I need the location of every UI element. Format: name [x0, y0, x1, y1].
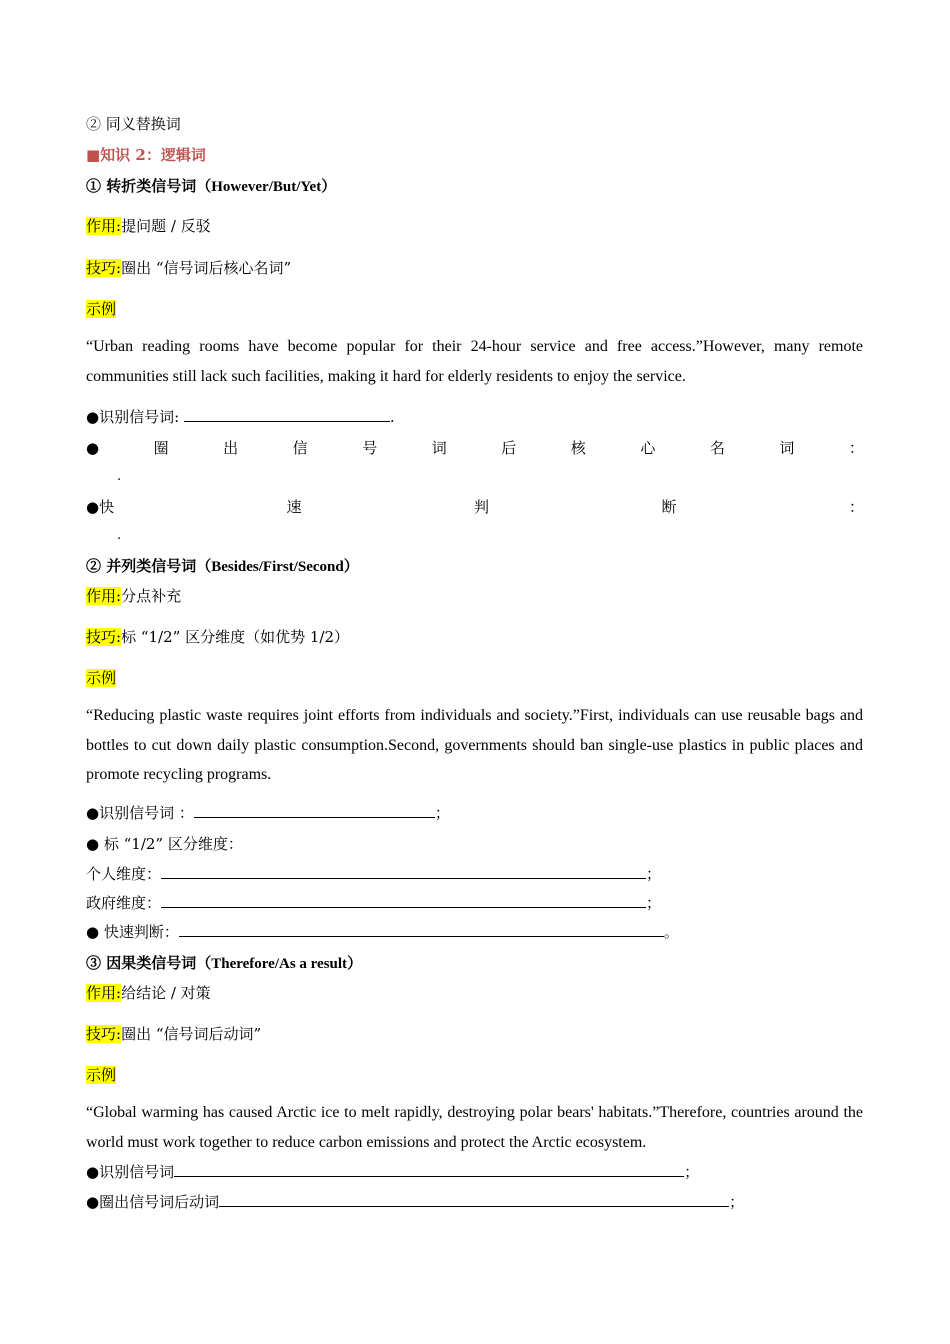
sec3-q1-end: ； — [684, 1163, 700, 1181]
sec1-q1-label: ●识别信号词: — [86, 408, 184, 426]
q2-char: 词 — [779, 439, 795, 457]
sec1-q1-end: . — [389, 408, 395, 426]
q2-char: 心 — [640, 439, 656, 457]
answer-blank[interactable] — [179, 922, 664, 937]
q3-char: 断 — [661, 498, 677, 516]
sec2-title — [86, 556, 359, 577]
q2-char: 出 — [223, 439, 239, 457]
sec2-q1 — [86, 803, 450, 823]
sec1-title-en: However/But/Yet — [211, 179, 322, 195]
q2-char: 圈 — [153, 439, 169, 457]
sec3-q1-label: ●识别信号词 — [86, 1163, 175, 1181]
sec3-example-label — [86, 1065, 116, 1085]
sec3-q2-label: ●圈出信号词后动词 — [86, 1193, 220, 1211]
sec2-example-label — [86, 668, 116, 688]
sec2-q5-end: 。 — [663, 923, 679, 941]
sec2-example-label-text: 示例 — [86, 669, 117, 687]
answer-blank[interactable] — [161, 893, 646, 908]
sec3-role-label: 作用: — [86, 984, 122, 1002]
sec3-q2 — [86, 1192, 744, 1212]
sec2-q4-label: 政府维度： — [86, 894, 162, 912]
q2-char: 名 — [709, 439, 725, 457]
sec3-title-cn: ③ 因果类信号词（ — [86, 954, 212, 972]
sec1-q3-end: . — [117, 528, 122, 543]
sec3-skill-label: 技巧: — [86, 1025, 122, 1043]
sec3-title — [86, 953, 362, 974]
sec2-role-text: 分点补充 — [121, 587, 182, 605]
sec1-role — [86, 216, 211, 236]
sec1-q2-end: . — [117, 469, 122, 484]
sec1-role-label: 作用: — [86, 217, 122, 235]
sec2-title-cn: ② 并列类信号词（ — [86, 557, 212, 575]
q3-char: 速 — [286, 498, 302, 516]
top-item: ② 同义替换词 — [86, 115, 181, 133]
sec3-role — [86, 983, 211, 1003]
answer-blank[interactable] — [174, 1162, 684, 1177]
sec1-skill-label: 技巧: — [86, 259, 122, 277]
sec2-q1-label: ●识别信号词 ： — [86, 804, 194, 822]
sec2-role-label: 作用: — [86, 587, 122, 605]
sec2-role — [86, 586, 181, 606]
sec3-skill-text: 圈出 “信号词后动词” — [121, 1025, 262, 1043]
sec1-title-close: ） — [321, 177, 337, 195]
sec2-q3-label: 个人维度： — [86, 865, 162, 883]
answer-blank[interactable] — [161, 864, 646, 879]
sec1-title — [86, 176, 336, 197]
q2-char: 后 — [501, 439, 517, 457]
sec3-title-close: ） — [347, 954, 363, 972]
sec2-q3-end: ； — [646, 865, 662, 883]
sec2-skill-text: 标 “1/2” 区分维度（如优势 1/2） — [121, 628, 349, 646]
q3-char: ： — [848, 498, 864, 516]
sec3-title-en: Therefore/As a result — [211, 956, 348, 972]
sec3-q2-end: ； — [729, 1193, 745, 1211]
q2-char: ● — [86, 439, 100, 457]
q3-char: 判 — [474, 498, 490, 516]
sec2-skill-label: 技巧: — [86, 628, 122, 646]
sec1-example: “Urban reading rooms have become popular for their 24-hour service and free access.”However, many remote communities still lack such facilities, making it hard for elderly residents to enjoy the service. — [86, 338, 863, 385]
answer-blank[interactable] — [219, 1192, 729, 1207]
sec1-example-label-text: 示例 — [86, 300, 117, 318]
sec2-title-close: ） — [343, 557, 359, 575]
sec1-role-text: 提问题 / 反驳 — [121, 217, 211, 235]
sec2-example: “Reducing plastic waste requires joint efforts from individuals and society.”First, individuals can use reusable bags and bottles to cut down daily plastic consumption.Second, governments should ban single-use plastics in public places and promote recycling programs. — [86, 707, 863, 783]
sec2-q5-label: ● 快速判断： — [86, 923, 179, 941]
sec3-q1 — [86, 1162, 699, 1182]
answer-blank[interactable] — [194, 803, 435, 818]
q2-char: 词 — [431, 439, 447, 457]
sec2-q5 — [86, 922, 679, 942]
q2-char: 号 — [362, 439, 378, 457]
sec1-q3 — [86, 497, 864, 517]
sec3-example-label-text: 示例 — [86, 1066, 117, 1084]
sec1-example-label — [86, 299, 116, 319]
q2-char: 信 — [292, 439, 308, 457]
sec3-skill — [86, 1024, 261, 1044]
sec1-q1 — [86, 407, 395, 427]
answer-blank[interactable] — [184, 407, 390, 422]
sec2-q4-end: ； — [646, 894, 662, 912]
sec2-q4 — [86, 893, 661, 913]
knowledge-heading: ■知识 2：逻辑词 — [86, 146, 206, 164]
sec2-skill — [86, 627, 349, 647]
sec2-q3 — [86, 864, 661, 884]
sec1-q2 — [86, 438, 864, 458]
sec1-skill — [86, 258, 291, 278]
q3-char: ●快 — [86, 498, 115, 516]
sec3-role-text: 给结论 / 对策 — [121, 984, 211, 1002]
q2-char: ： — [848, 439, 864, 457]
sec1-skill-text: 圈出 “信号词后核心名词” — [121, 259, 292, 277]
sec1-title-cn: ① 转折类信号词（ — [86, 177, 212, 195]
sec2-title-en: Besides/First/Second — [211, 559, 344, 575]
sec2-q1-end: ； — [434, 804, 450, 822]
q2-char: 核 — [570, 439, 586, 457]
sec2-q2: ● 标 “1/2” 区分维度： — [86, 835, 243, 853]
sec3-example: “Global warming has caused Arctic ice to melt rapidly, destroying polar bears' habitats.”Therefore, countries around the world must work together to reduce carbon emissions and protect the Arctic ecosystem. — [86, 1104, 863, 1151]
